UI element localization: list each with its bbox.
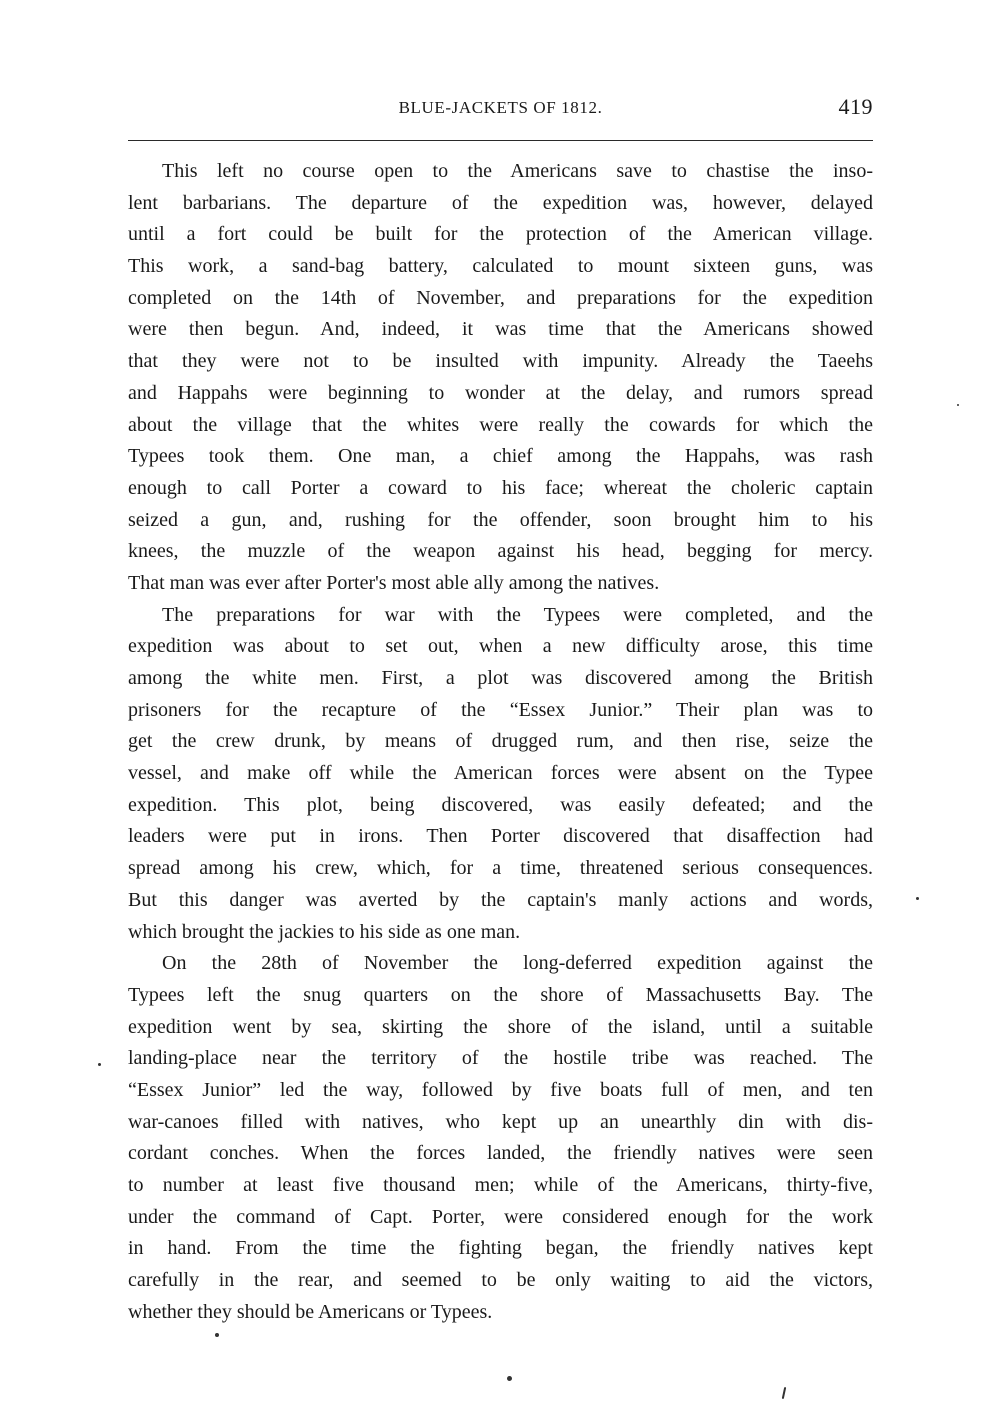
text-line: But this danger was averted by the captain's manly actions and words, [128, 888, 873, 911]
text-line: knees, the muzzle of the weapon against his head, begging for mercy. [128, 540, 873, 563]
text-line: were then begun. And, indeed, it was time that the Americans showed [128, 318, 873, 341]
text-line: “Essex Junior” led the way, followed by five boats full of men, and ten [128, 1078, 873, 1101]
text-line: prisoners for the recapture of the “Essex Junior.” Their plan was to [128, 698, 873, 721]
text-line: expedition went by sea, skirting the shore of the island, until a suitable [128, 1015, 873, 1038]
text-line: about the village that the whites were really the cowards for which the [128, 413, 873, 436]
text-line: among the white men. First, a plot was discovered among the British [128, 667, 873, 689]
text-line: seized a gun, and, rushing for the offender, soon brought him to his [128, 508, 873, 531]
scan-speck [916, 897, 919, 900]
page-number: 419 [838, 94, 873, 119]
body-text [128, 156, 873, 1328]
text-line: leaders were put in irons. Then Porter discovered that disaffection had [128, 825, 873, 848]
text-line: get the crew drunk, by means of drugged rum, and then rise, seize the [128, 730, 873, 753]
scan-speck [215, 1333, 219, 1337]
running-head [128, 94, 873, 130]
text-line: completed on the 14th of November, and preparations for the expedition [128, 286, 873, 309]
header-rule [128, 140, 873, 141]
text-line: On the 28th of November the long-deferred expedition against the [162, 952, 873, 975]
scan-speck [957, 404, 959, 406]
text-line: which brought the jackies to his side as one man. [128, 920, 521, 943]
text-line: vessel, and make off while the American forces were absent on the Typee [128, 762, 873, 785]
text-line: expedition. This plot, being discovered, was easily defeated; and the [128, 793, 873, 816]
text-line: cordant conches. When the forces landed, the friendly natives were seen [128, 1142, 873, 1165]
scan-speck [507, 1376, 512, 1381]
paragraph [128, 600, 873, 949]
running-title: BLUE-JACKETS OF 1812. [398, 98, 603, 117]
text-line: spread among his crew, which, for a time, threatened serious consequences. [128, 857, 873, 880]
text-line: This left no course open to the Americans save to chastise the inso- [162, 160, 873, 182]
scan-speck [98, 1063, 101, 1066]
text-line: Typees took them. One man, a chief among the Happahs, was rash [128, 445, 873, 468]
text-line: lent barbarians. The departure of the expedition was, however, delayed [128, 191, 873, 214]
text-line: landing-place near the territory of the hostile tribe was reached. The [128, 1047, 873, 1070]
text-line: expedition was about to set out, when a new difficulty arose, this time [128, 635, 873, 658]
text-line: The preparations for war with the Typees were completed, and the [162, 603, 873, 626]
text-line: enough to call Porter a coward to his face; whereat the choleric captain [128, 476, 873, 499]
text-line: to number at least five thousand men; while of the Americans, thirty-five, [128, 1174, 873, 1196]
text-line: carefully in the rear, and seemed to be only waiting to aid the victors, [128, 1269, 873, 1292]
text-line: under the command of Capt. Porter, were considered enough for the work [128, 1205, 873, 1228]
paragraph [128, 948, 873, 1328]
text-line: This work, a sand-bag battery, calculated to mount sixteen guns, was [128, 255, 873, 278]
paragraph [128, 156, 873, 600]
text-line: That man was ever after Porter's most able ally among the natives. [128, 571, 660, 594]
text-line: in hand. From the time the fighting began, the friendly natives kept [128, 1237, 873, 1260]
text-line: and Happahs were beginning to wonder at the delay, and rumors spread [128, 381, 873, 404]
text-line: until a fort could be built for the protection of the American village. [128, 223, 873, 246]
text-line: whether they should be Americans or Typees. [128, 1300, 493, 1323]
text-line: war-canoes filled with natives, who kept up an unearthly din with dis- [128, 1110, 873, 1133]
text-line: that they were not to be insulted with impunity. Already the Taeehs [128, 350, 873, 373]
text-line: Typees left the snug quarters on the shore of Massachusetts Bay. The [128, 983, 873, 1006]
scan-speck [782, 1387, 786, 1399]
